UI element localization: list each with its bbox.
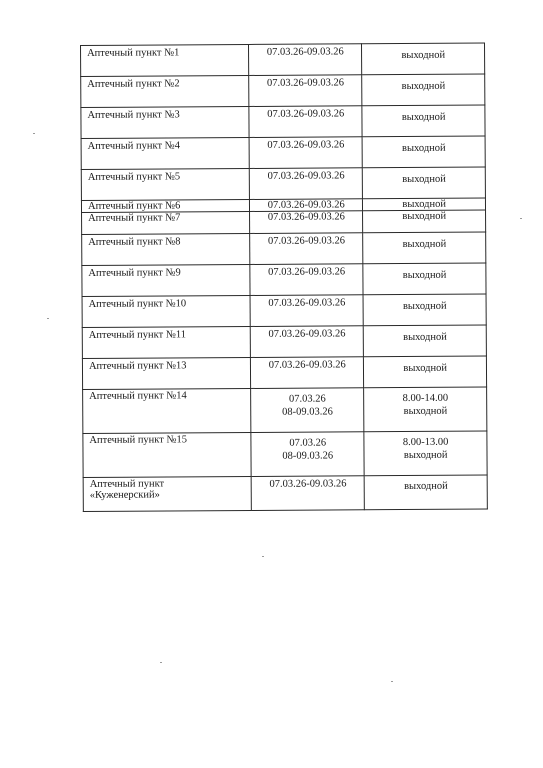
work-status: выходной xyxy=(364,356,487,388)
status-line: 8.00-14.00 xyxy=(402,392,449,405)
scan-speck xyxy=(47,318,49,319)
pharmacy-name: Аптечный пункт №5 xyxy=(81,168,249,200)
status-line: выходной xyxy=(403,405,448,418)
scan-speck xyxy=(520,218,522,219)
work-status: выходной xyxy=(365,475,488,510)
pharmacy-name: Аптечный пункт №13 xyxy=(82,357,250,389)
work-status: выходной xyxy=(363,210,486,233)
table-row xyxy=(83,475,487,511)
date-range: 07.03.26-09.03.26 xyxy=(249,75,362,107)
pharmacy-name: Аптечный пункт №3 xyxy=(81,106,249,138)
table-row xyxy=(81,74,485,107)
scan-speck xyxy=(262,556,264,557)
work-status xyxy=(364,387,487,432)
name-line: Аптечный пункт xyxy=(89,478,165,490)
pharmacy-name: Аптечный пункт №11 xyxy=(82,326,250,358)
date-range xyxy=(251,432,365,477)
pharmacy-name: Аптечный пункт №15 xyxy=(83,432,251,477)
work-status: выходной xyxy=(364,325,487,357)
date-range xyxy=(251,388,365,433)
work-status: выходной xyxy=(362,136,485,168)
scan-speck xyxy=(391,681,393,682)
table-row xyxy=(81,136,485,169)
date-range: 07.03.26-09.03.26 xyxy=(250,199,363,212)
work-status: выходной xyxy=(362,43,485,75)
table-row xyxy=(82,210,486,234)
work-status: выходной xyxy=(363,263,486,295)
date-range: 07.03.26-09.03.26 xyxy=(249,44,362,76)
name-line: «Куженерский» xyxy=(89,489,160,501)
date-range: 07.03.26-09.03.26 xyxy=(250,233,363,265)
date-range: 07.03.26-09.03.26 xyxy=(249,137,362,169)
date-line: 08-09.03.26 xyxy=(282,406,333,418)
table-row xyxy=(82,232,486,265)
work-status: выходной xyxy=(363,232,486,264)
table-row xyxy=(81,167,485,200)
date-range: 07.03.26-09.03.26 xyxy=(250,295,363,327)
date-range: 07.03.26-09.03.26 xyxy=(250,326,363,358)
work-status: выходной xyxy=(362,105,485,137)
date-line: 07.03.26 xyxy=(289,437,327,449)
pharmacy-name: Аптечный пункт №8 xyxy=(82,233,250,265)
table-row xyxy=(82,325,486,358)
date-range: 07.03.26-09.03.26 xyxy=(250,264,363,296)
pharmacy-name: Аптечный пункт №14 xyxy=(83,388,251,433)
date-range: 07.03.26-09.03.26 xyxy=(249,106,362,138)
status-line: 8.00-13.00 xyxy=(402,436,449,449)
table-row xyxy=(82,294,486,327)
work-status: выходной xyxy=(363,294,486,326)
table-row xyxy=(81,105,485,138)
pharmacy-schedule-table xyxy=(80,43,488,512)
date-range: 07.03.26-09.03.26 xyxy=(249,168,362,200)
pharmacy-name xyxy=(83,476,251,511)
date-range: 07.03.26-09.03.26 xyxy=(251,357,364,389)
scan-speck xyxy=(160,662,162,663)
pharmacy-name: Аптечный пункт №9 xyxy=(82,264,250,296)
table-row xyxy=(81,43,485,76)
pharmacy-name: Аптечный пункт №2 xyxy=(81,75,249,107)
pharmacy-name: Аптечный пункт №10 xyxy=(82,295,250,327)
work-status: выходной xyxy=(363,198,486,211)
status-line: выходной xyxy=(403,449,448,462)
scan-speck xyxy=(33,133,35,134)
table-row xyxy=(83,431,487,477)
pharmacy-name: Аптечный пункт №6 xyxy=(81,199,249,212)
table-row xyxy=(83,387,487,433)
work-status: выходной xyxy=(363,167,486,199)
pharmacy-name: Аптечный пункт №4 xyxy=(81,137,249,169)
work-status: выходной xyxy=(362,74,485,106)
date-line: 07.03.26 xyxy=(289,393,326,405)
table-row xyxy=(82,356,486,389)
pharmacy-name: Аптечный пункт №7 xyxy=(82,211,250,234)
table-row xyxy=(82,263,486,296)
pharmacy-name: Аптечный пункт №1 xyxy=(81,44,249,76)
date-range: 07.03.26-09.03.26 xyxy=(250,211,363,234)
work-status xyxy=(364,431,487,476)
date-range: 07.03.26-09.03.26 xyxy=(251,476,364,511)
date-line: 08-09.03.26 xyxy=(282,450,334,462)
